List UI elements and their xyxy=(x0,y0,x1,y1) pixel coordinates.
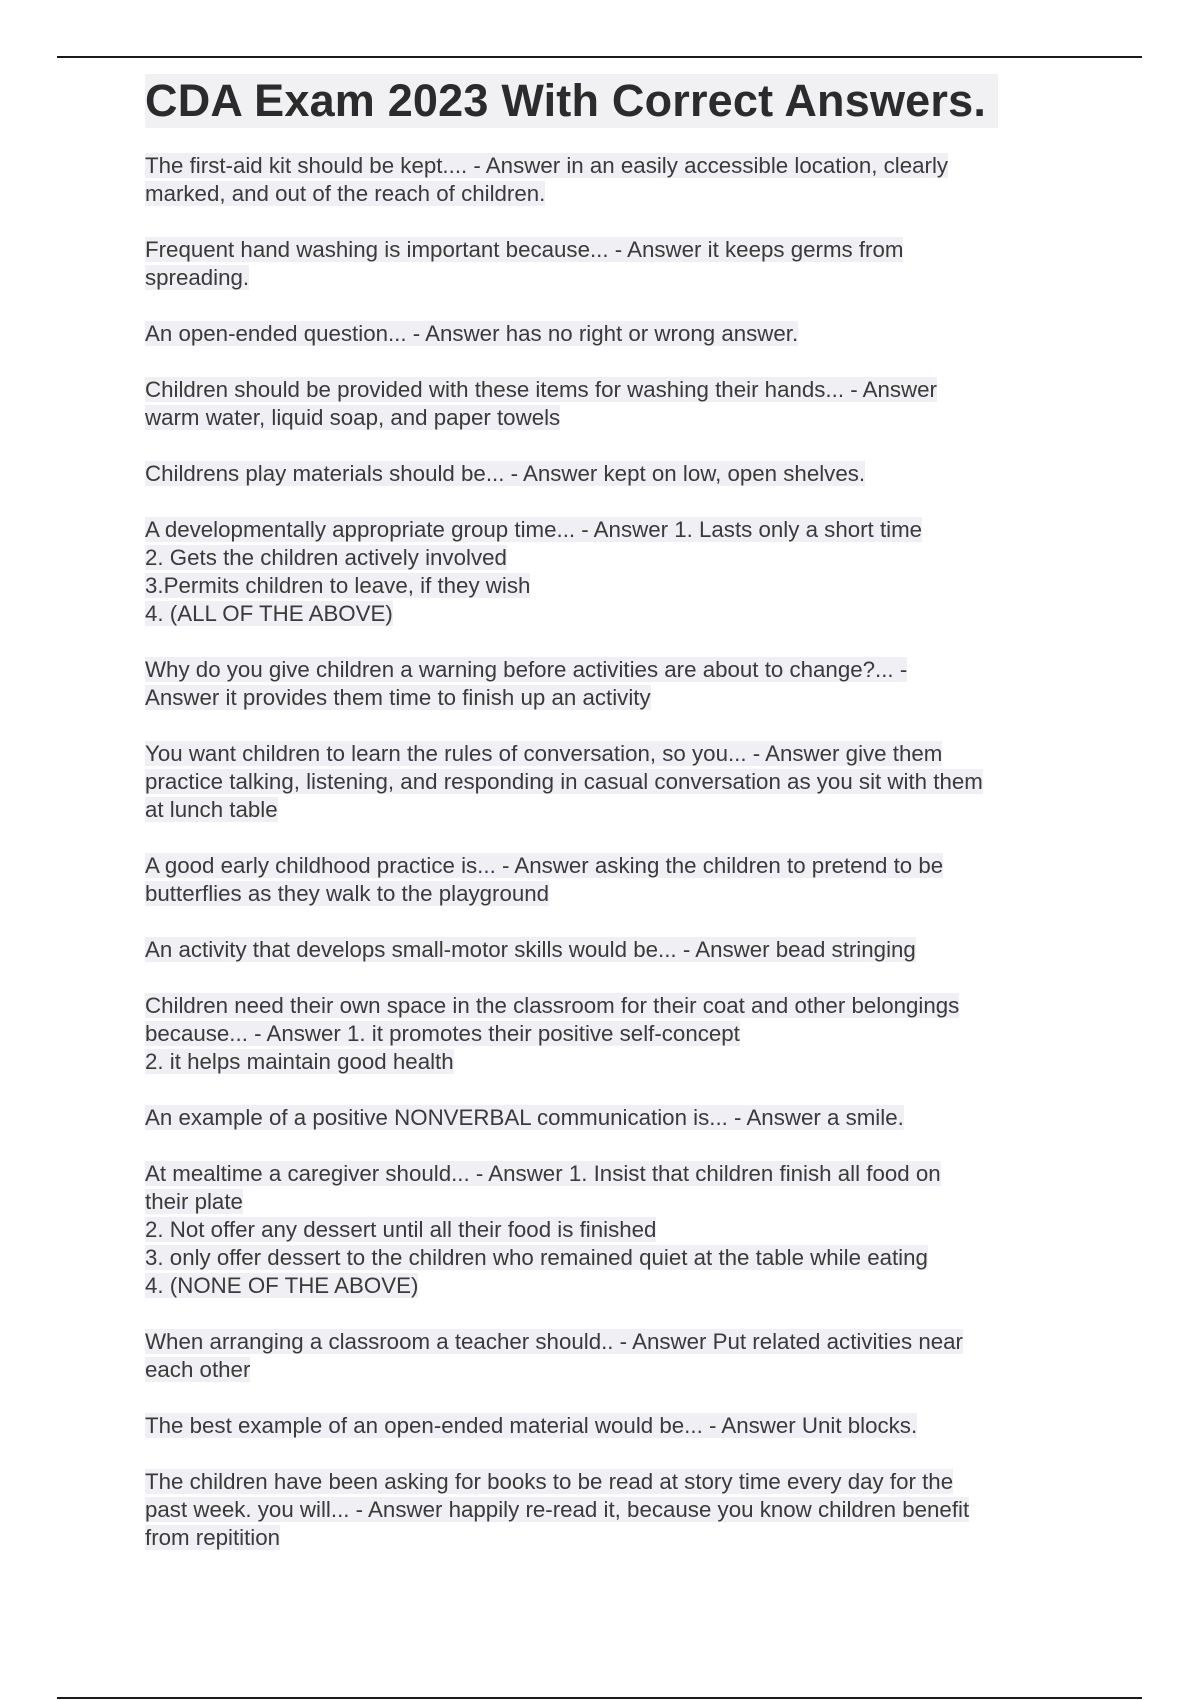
qa-line-text: Children need their own space in the classroom for their coat and other belongings xyxy=(145,993,960,1018)
qa-line-text: spreading. xyxy=(145,265,250,290)
qa-item xyxy=(145,740,1065,824)
qa-line-text: Answer it provides them time to finish up an activity xyxy=(145,685,651,710)
qa-line-text: Childrens play materials should be... - Answer kept on low, open shelves. xyxy=(145,461,866,486)
qa-line-text: Why do you give children a warning before activities are about to change?... - xyxy=(145,657,908,682)
qa-line xyxy=(145,1216,1065,1244)
qa-line xyxy=(145,936,1065,964)
qa-line-text: An activity that develops small-motor skills would be... - Answer bead stringing xyxy=(145,937,916,962)
qa-line-text: Frequent hand washing is important because... - Answer it keeps germs from xyxy=(145,237,904,262)
qa-line xyxy=(145,600,1065,628)
qa-line-text: 4. (NONE OF THE ABOVE) xyxy=(145,1273,419,1298)
document-page xyxy=(145,74,1065,1580)
qa-item xyxy=(145,376,1065,432)
qa-line-text: warm water, liquid soap, and paper towels xyxy=(145,405,561,430)
qa-line-text: 3. only offer dessert to the children who remained quiet at the table while eating xyxy=(145,1245,928,1270)
qa-line-text: because... - Answer 1. it promotes their positive self-concept xyxy=(145,1021,740,1046)
qa-line-text: An example of a positive NONVERBAL communication is... - Answer a smile. xyxy=(145,1105,904,1130)
qa-line xyxy=(145,544,1065,572)
qa-line xyxy=(145,684,1065,712)
qa-line xyxy=(145,852,1065,880)
qa-line-text: each other xyxy=(145,1357,251,1382)
qa-line xyxy=(145,1524,1065,1552)
qa-line xyxy=(145,740,1065,768)
qa-line xyxy=(145,180,1065,208)
qa-line xyxy=(145,1104,1065,1132)
qa-item xyxy=(145,236,1065,292)
qa-line xyxy=(145,768,1065,796)
qa-line-text: When arranging a classroom a teacher should.. - Answer Put related activities near xyxy=(145,1329,963,1354)
qa-item xyxy=(145,516,1065,628)
qa-line-text: butterflies as they walk to the playground xyxy=(145,881,550,906)
qa-line xyxy=(145,572,1065,600)
qa-line xyxy=(145,460,1065,488)
qa-line xyxy=(145,320,1065,348)
qa-item xyxy=(145,320,1065,348)
qa-line xyxy=(145,1356,1065,1384)
qa-line-text: 4. (ALL OF THE ABOVE) xyxy=(145,601,393,626)
qa-line xyxy=(145,264,1065,292)
qa-line xyxy=(145,796,1065,824)
qa-line-text: The children have been asking for books to be read at story time every day for the xyxy=(145,1469,954,1494)
qa-line-text: The first-aid kit should be kept.... - Answer in an easily accessible location, clearly xyxy=(145,153,949,178)
qa-line xyxy=(145,516,1065,544)
qa-line xyxy=(145,992,1065,1020)
qa-item xyxy=(145,1412,1065,1440)
top-rule xyxy=(57,56,1142,58)
qa-line xyxy=(145,1188,1065,1216)
qa-line xyxy=(145,1020,1065,1048)
qa-item xyxy=(145,1328,1065,1384)
qa-line-text: 2. it helps maintain good health xyxy=(145,1049,454,1074)
qa-line xyxy=(145,1244,1065,1272)
qa-line-text: At mealtime a caregiver should... - Answer 1. Insist that children finish all food on xyxy=(145,1161,941,1186)
qa-line-text: their plate xyxy=(145,1189,243,1214)
qa-line xyxy=(145,656,1065,684)
qa-line-text: A good early childhood practice is... - Answer asking the children to pretend to be xyxy=(145,853,944,878)
qa-line-text: The best example of an open-ended material would be... - Answer Unit blocks. xyxy=(145,1413,918,1438)
qa-line xyxy=(145,152,1065,180)
qa-line xyxy=(145,1468,1065,1496)
qa-line-text: marked, and out of the reach of children. xyxy=(145,181,546,206)
qa-item xyxy=(145,460,1065,488)
qa-line xyxy=(145,1272,1065,1300)
qa-item xyxy=(145,656,1065,712)
qa-line xyxy=(145,880,1065,908)
bottom-rule xyxy=(57,1697,1142,1699)
qa-line-text: from repitition xyxy=(145,1525,281,1550)
qa-line-text: Children should be provided with these items for washing their hands... - Answer xyxy=(145,377,937,402)
qa-item xyxy=(145,936,1065,964)
qa-line xyxy=(145,1328,1065,1356)
qa-item xyxy=(145,992,1065,1076)
qa-line xyxy=(145,236,1065,264)
qa-item xyxy=(145,1160,1065,1300)
qa-line-text: A developmentally appropriate group time... - Answer 1. Lasts only a short time xyxy=(145,517,923,542)
qa-item xyxy=(145,152,1065,208)
qa-line xyxy=(145,1496,1065,1524)
qa-line xyxy=(145,404,1065,432)
qa-list xyxy=(145,152,1065,1552)
qa-line xyxy=(145,1160,1065,1188)
qa-item xyxy=(145,1104,1065,1132)
page-title: CDA Exam 2023 With Correct Answers. xyxy=(145,74,998,128)
qa-line xyxy=(145,376,1065,404)
qa-item xyxy=(145,852,1065,908)
qa-line-text: 2. Not offer any dessert until all their food is finished xyxy=(145,1217,657,1242)
qa-line-text: An open-ended question... - Answer has no right or wrong answer. xyxy=(145,321,799,346)
qa-line xyxy=(145,1048,1065,1076)
qa-line-text: 3.Permits children to leave, if they wish xyxy=(145,573,531,598)
qa-line-text: 2. Gets the children actively involved xyxy=(145,545,507,570)
qa-item xyxy=(145,1468,1065,1552)
qa-line-text: at lunch table xyxy=(145,797,278,822)
qa-line xyxy=(145,1412,1065,1440)
qa-line-text: practice talking, listening, and responding in casual conversation as you sit with them xyxy=(145,769,983,794)
qa-line-text: You want children to learn the rules of conversation, so you... - Answer give them xyxy=(145,741,943,766)
qa-line-text: past week. you will... - Answer happily re-read it, because you know children benefit xyxy=(145,1497,970,1522)
